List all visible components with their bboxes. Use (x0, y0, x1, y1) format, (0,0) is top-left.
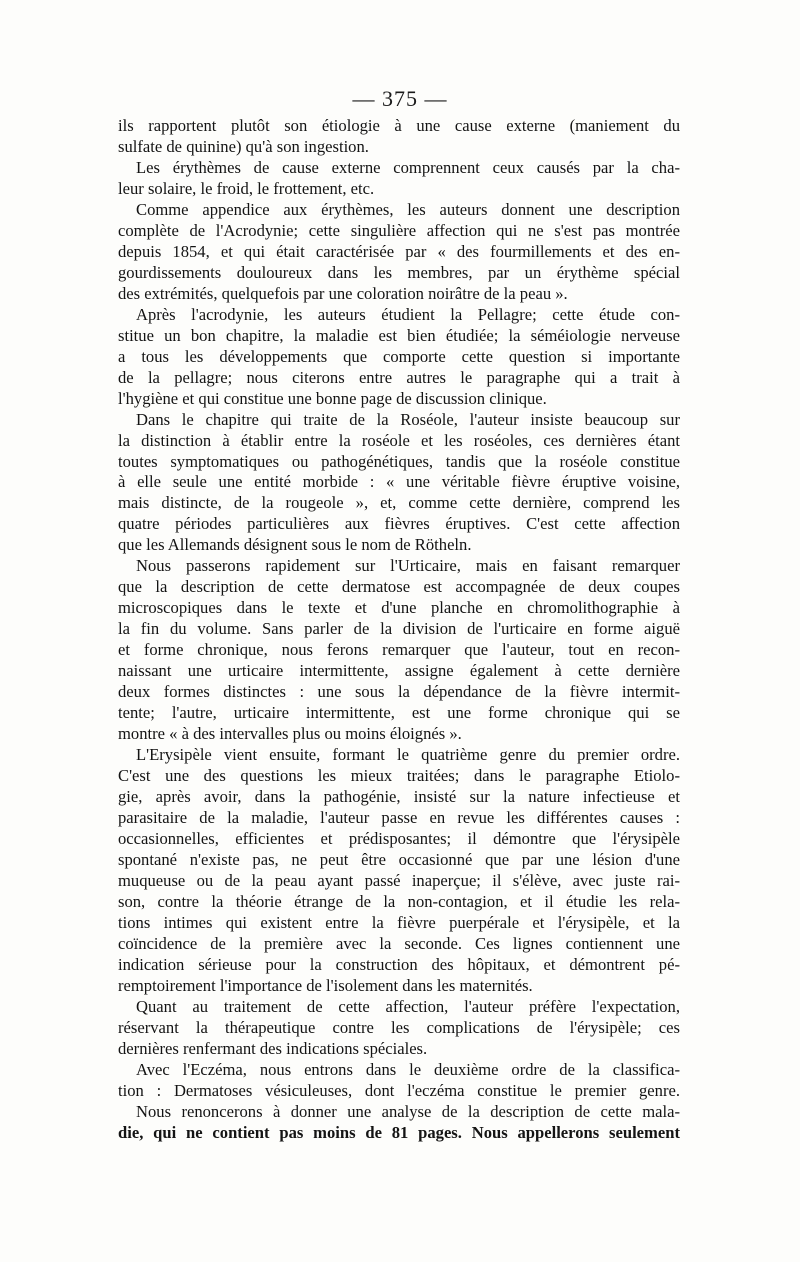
text-line: et forme chronique, nous ferons remarquer que l'auteur, tout en recon- (118, 640, 680, 660)
text-line: microscopiques dans le texte et d'une planche en chromolithographie à (118, 598, 680, 618)
text-line: ils rapportent plutôt son étiologie à une cause externe (maniement du (118, 116, 680, 135)
text-line: leur solaire, le froid, le frottement, etc. (118, 178, 375, 198)
text-line: Avec l'Eczéma, nous entrons dans le deuxième ordre de la classifica- (136, 1059, 680, 1079)
text-line: gourdissements douloureux dans les membres, par un érythème spécial (118, 262, 680, 282)
text-line: Nous renoncerons à donner une analyse de la description de cette mala- (136, 1101, 680, 1121)
text-line: tente; l'autre, urticaire intermittente, est une forme chronique qui se (118, 703, 680, 723)
text-line: Après l'acrodynie, les auteurs étudient la Pellagre; cette étude con- (136, 304, 680, 324)
text-line: occasionnelles, efficientes et prédisposantes; il démontre que l'érysipèle (118, 828, 680, 848)
text-line: L'Erysipèle vient ensuite, formant le quatrième genre du premier ordre. (136, 745, 680, 765)
text-line: Comme appendice aux érythèmes, les auteurs donnent une description (136, 199, 680, 219)
text-line: la fin du volume. Sans parler de la division de l'urticaire en forme aiguë (118, 619, 680, 639)
text-line: son, contre la théorie étrange de la non-contagion, et il étudie les rela- (118, 891, 680, 911)
text-line: que la description de cette dermatose est accompagnée de deux coupes (118, 577, 680, 597)
text-line: de la pellagre; nous citerons entre autres le paragraphe qui a trait à (118, 367, 680, 387)
text-line: à elle seule une entité morbide : « une véritable fièvre éruptive voisine, (118, 472, 680, 492)
text-line: complète de l'Acrodynie; cette singulière affection qui ne s'est pas montrée (118, 220, 680, 240)
text-line: Les érythèmes de cause externe comprennent ceux causés par la cha- (136, 157, 680, 177)
text-line: die, qui ne contient pas moins de 81 pages. Nous appellerons seulement (118, 1122, 680, 1142)
text-line: l'hygiène et qui constitue une bonne page de discussion clinique. (118, 388, 547, 408)
text-line: spontané n'existe pas, ne peut être occasionné que par une lésion d'une (118, 849, 680, 869)
text-line: parasitaire de la maladie, l'auteur passe en revue les différentes causes : (118, 807, 680, 827)
text-line: coïncidence de la première avec la seconde. Ces lignes contiennent une (118, 933, 680, 953)
text-line: sulfate de quinine) qu'à son ingestion. (118, 136, 369, 156)
text-line: Nous passerons rapidement sur l'Urticaire, mais en faisant remarquer (136, 556, 680, 576)
text-line: Dans le chapitre qui traite de la Roséole, l'auteur insiste beaucoup sur (136, 409, 680, 429)
text-line: réservant la thérapeutique contre les complications de l'érysipèle; ces (118, 1017, 680, 1037)
text-line: dernières renfermant des indications spéciales. (118, 1038, 428, 1058)
text-line: mais distincte, de la rougeole », et, comme cette dernière, comprend les (118, 493, 680, 513)
text-line: C'est une des questions les mieux traitées; dans le paragraphe Etiolo- (118, 766, 680, 786)
text-line: naissant une urticaire intermittente, assigne également à cette dernière (118, 661, 680, 681)
text-line: stitue un bon chapitre, la maladie est bien étudiée; la séméiologie nerveuse (118, 325, 680, 345)
text-line: toutes symptomatiques ou pathogénétiques, tandis que la roséole constitue (118, 451, 680, 471)
text-line: indication sérieuse pour la construction des hôpitaux, et démontrent pé- (118, 954, 680, 974)
text-line: des extrémités, quelquefois par une coloration noirâtre de la peau ». (118, 283, 568, 303)
text-line: a tous les développements que comporte cette question si importante (118, 346, 680, 366)
text-line: deux formes distinctes : une sous la dépendance de la fièvre intermit- (118, 682, 680, 702)
text-line: depuis 1854, et qui était caractérisée par « des fourmillements et des en- (118, 241, 680, 261)
text-line: gie, après avoir, dans la pathogénie, insisté sur la nature infectieuse et (118, 787, 680, 806)
body-text (118, 116, 680, 1143)
page-number: — 375 — (352, 86, 448, 111)
text-line: remptoirement l'importance de l'isolement dans les maternités. (118, 975, 533, 995)
text-line: la distinction à établir entre la roséole et les roséoles, ces dernières étant (118, 430, 680, 450)
text-line: quatre périodes particulières aux fièvres éruptives. C'est cette affection (118, 514, 680, 534)
text-line: montre « à des intervalles plus ou moins éloignés ». (118, 724, 462, 744)
text-line: tion : Dermatoses vésiculeuses, dont l'eczéma constitue le premier genre. (118, 1080, 680, 1100)
text-line: tions intimes qui existent entre la fièvre puerpérale et l'érysipèle, et la (118, 912, 680, 932)
text-line: Quant au traitement de cette affection, l'auteur préfère l'expectation, (136, 996, 680, 1016)
text-line: muqueuse ou de la peau ayant passé inaperçue; il s'élève, avec juste rai- (118, 870, 680, 890)
text-line: que les Allemands désignent sous le nom de Rötheln. (118, 535, 472, 555)
